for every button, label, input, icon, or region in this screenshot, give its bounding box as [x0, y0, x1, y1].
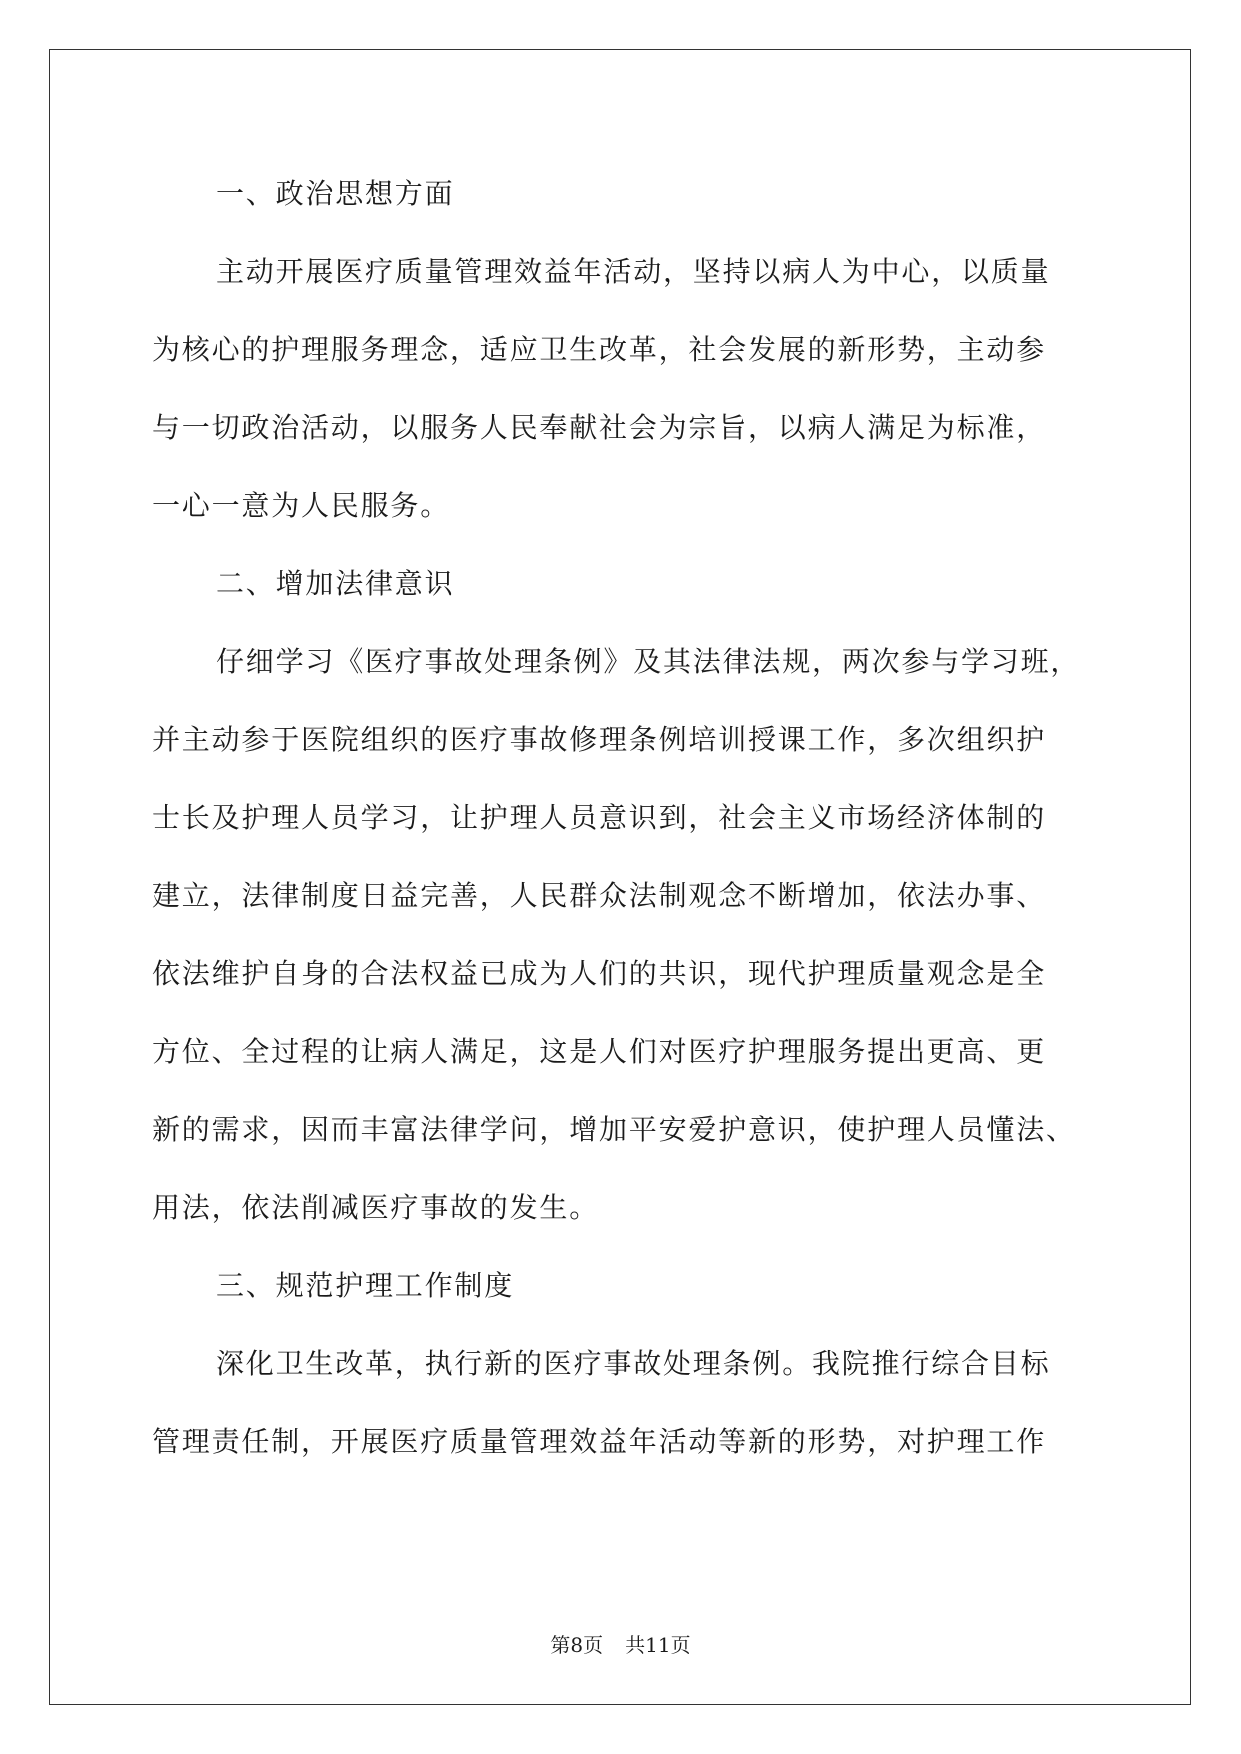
paragraph-line: 并主动参于医院组织的医疗事故修理条例培训授课工作，多次组织护	[152, 723, 1047, 756]
paragraph-line: 士长及护理人员学习，让护理人员意识到，社会主义市场经济体制的	[152, 801, 1047, 834]
paragraph-line: 新的需求，因而丰富法律学问，增加平安爱护意识，使护理人员懂法、	[152, 1113, 1076, 1146]
paragraph-line: 用法，依法削减医疗事故的发生。	[152, 1191, 600, 1224]
page-total: 共11页	[625, 1633, 691, 1657]
paragraph-line: 建立，法律制度日益完善，人民群众法制观念不断增加，依法办事、	[152, 879, 1047, 912]
paragraph-line: 深化卫生改革，执行新的医疗事故处理条例。我院推行综合目标	[216, 1347, 1051, 1380]
paragraph-line: 管理责任制，开展医疗质量管理效益年活动等新的形势，对护理工作	[152, 1425, 1047, 1458]
page-footer	[0, 1632, 1241, 1658]
document-body	[152, 155, 1112, 1481]
section-heading-1: 一、政治思想方面	[216, 177, 455, 210]
page-number: 第8页	[550, 1633, 604, 1657]
paragraph-line: 与一切政治活动，以服务人民奉献社会为宗旨，以病人满足为标准，	[152, 411, 1047, 444]
paragraph-line: 方位、全过程的让病人满足，这是人们对医疗护理服务提出更高、更	[152, 1035, 1047, 1068]
section-heading-3: 三、规范护理工作制度	[216, 1269, 515, 1302]
paragraph-line: 为核心的护理服务理念，适应卫生改革，社会发展的新形势，主动参	[152, 333, 1047, 366]
section-heading-2: 二、增加法律意识	[216, 567, 455, 600]
paragraph-line: 依法维护自身的合法权益已成为人们的共识，现代护理质量观念是全	[152, 957, 1047, 990]
paragraph-line: 主动开展医疗质量管理效益年活动，坚持以病人为中心，以质量	[216, 255, 1051, 288]
paragraph-line: 一心一意为人民服务。	[152, 489, 451, 522]
paragraph-line: 仔细学习《医疗事故处理条例》及其法律法规，两次参与学习班，	[216, 645, 1081, 678]
